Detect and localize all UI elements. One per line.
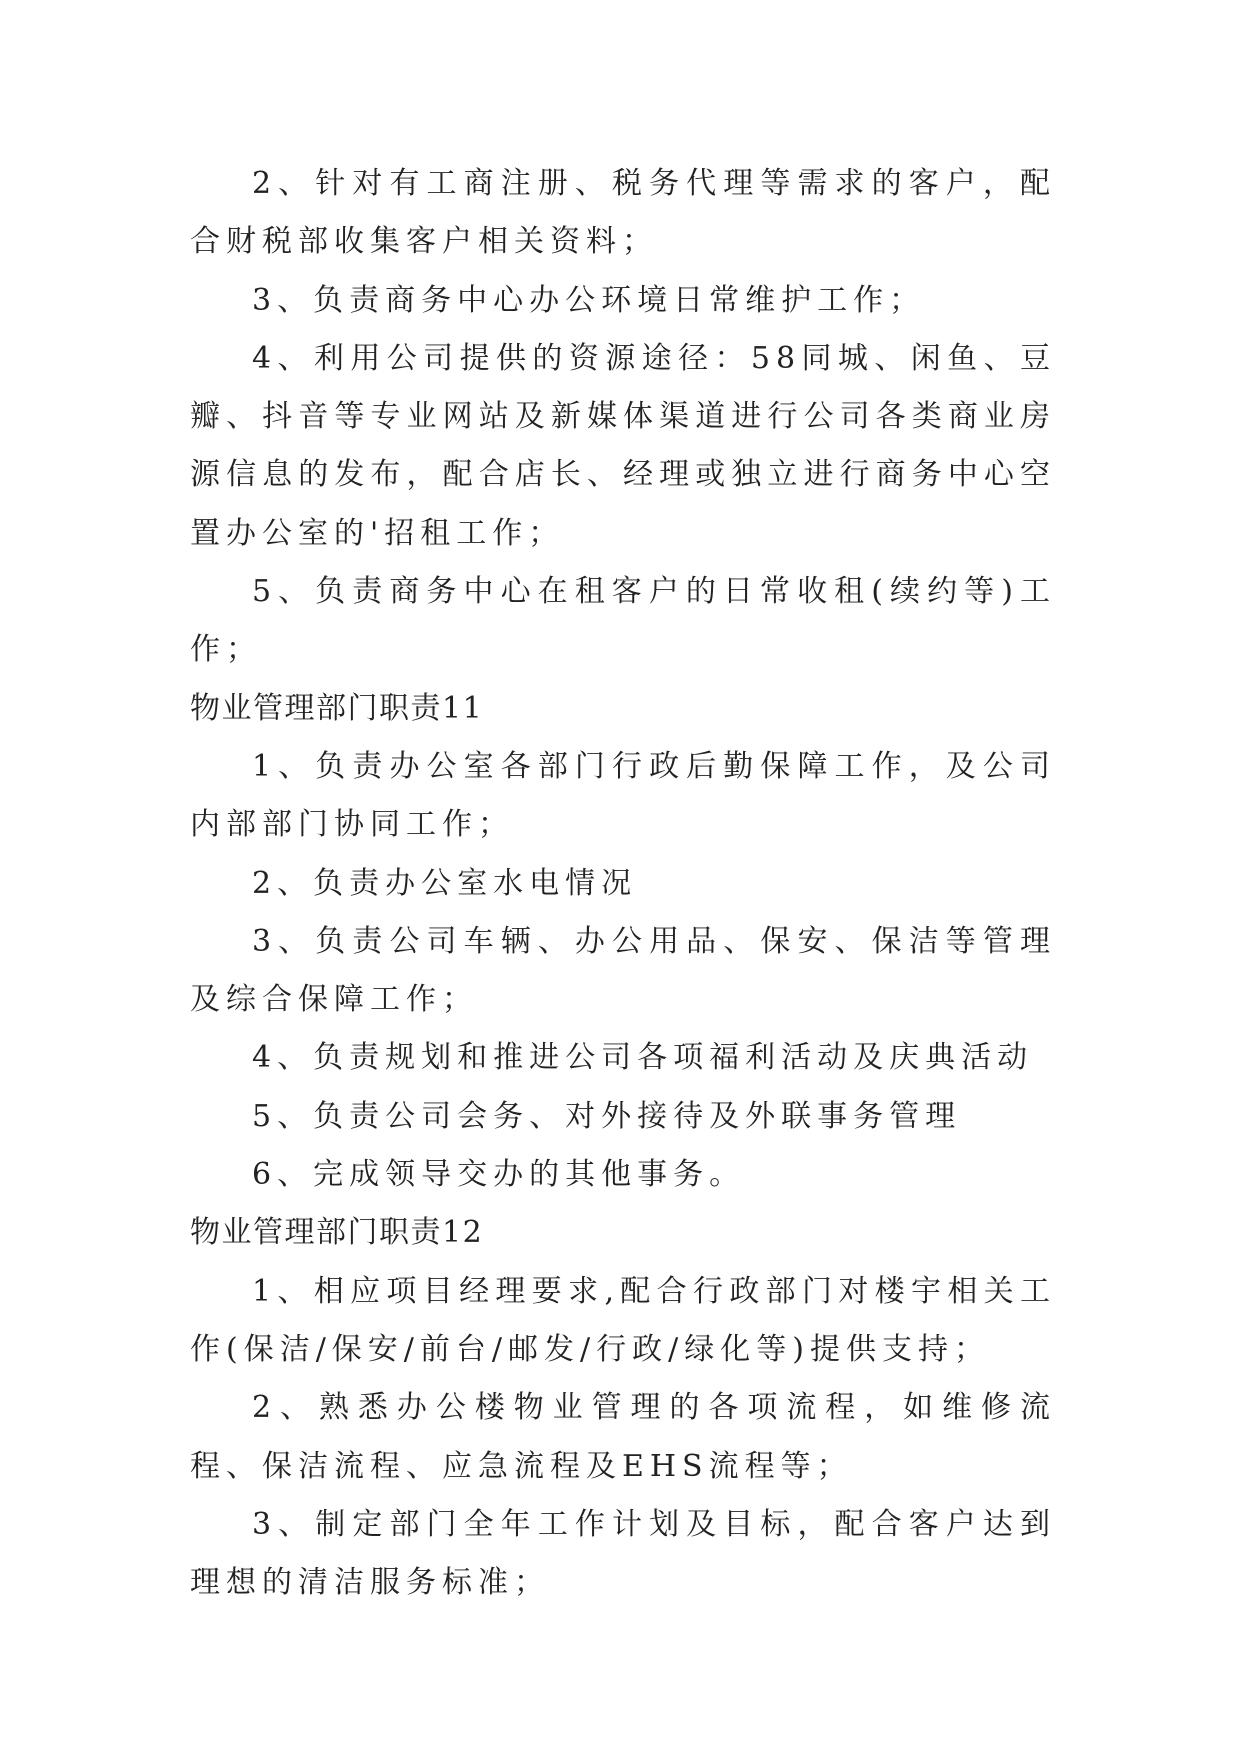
paragraph-item: 1、相应项目经理要求,配合行政部门对楼宇相关工作(保洁/保安/前台/邮发/行政/绿化等)提供支持； [190,1273,1056,1367]
paragraph-item: 6、完成领导交办的其他事务。 [252,1157,746,1193]
paragraph-item: 3、制定部门全年工作计划及目标，配合客户达到理想的清洁服务标准； [190,1506,1056,1601]
paragraph-item: 2、熟悉办公楼物业管理的各项流程，如维修流程、保洁流程、应急流程及EHS流程等； [190,1390,1056,1484]
paragraph-item: 3、负责公司车辆、办公用品、保安、保洁等管理及综合保障工作； [190,923,1056,1018]
paragraph-item: 2、负责办公室水电情况 [252,865,638,901]
section-heading: 物业管理部门职责12 [190,1215,484,1251]
paragraph-item: 2、针对有工商注册、税务代理等需求的客户，配合财税部收集客户相关资料； [190,166,1056,260]
document-body [190,155,1056,1612]
paragraph-item: 5、负责公司会务、对外接待及外联事务管理 [252,1098,962,1134]
paragraph-item: 4、负责规划和推进公司各项福利活动及庆典活动 [252,1040,1034,1076]
paragraph-item: 3、负责商务中心办公环境日常维护工作； [252,282,926,318]
paragraph-item: 5、负责商务中心在租客户的日常收租(续约等)工作； [190,574,1056,668]
paragraph-item: 4、利用公司提供的资源途径：58同城、闲鱼、豆瓣、抖音等专业网站及新媒体渠道进行公司各类商业房源信息的发布，配合店长、经理或独立进行商务中心空置办公室的'招租工作； [190,340,1056,551]
section-heading: 物业管理部门职责11 [190,690,484,726]
paragraph-item: 1、负责办公室各部门行政后勤保障工作，及公司内部部门协同工作； [190,748,1056,843]
